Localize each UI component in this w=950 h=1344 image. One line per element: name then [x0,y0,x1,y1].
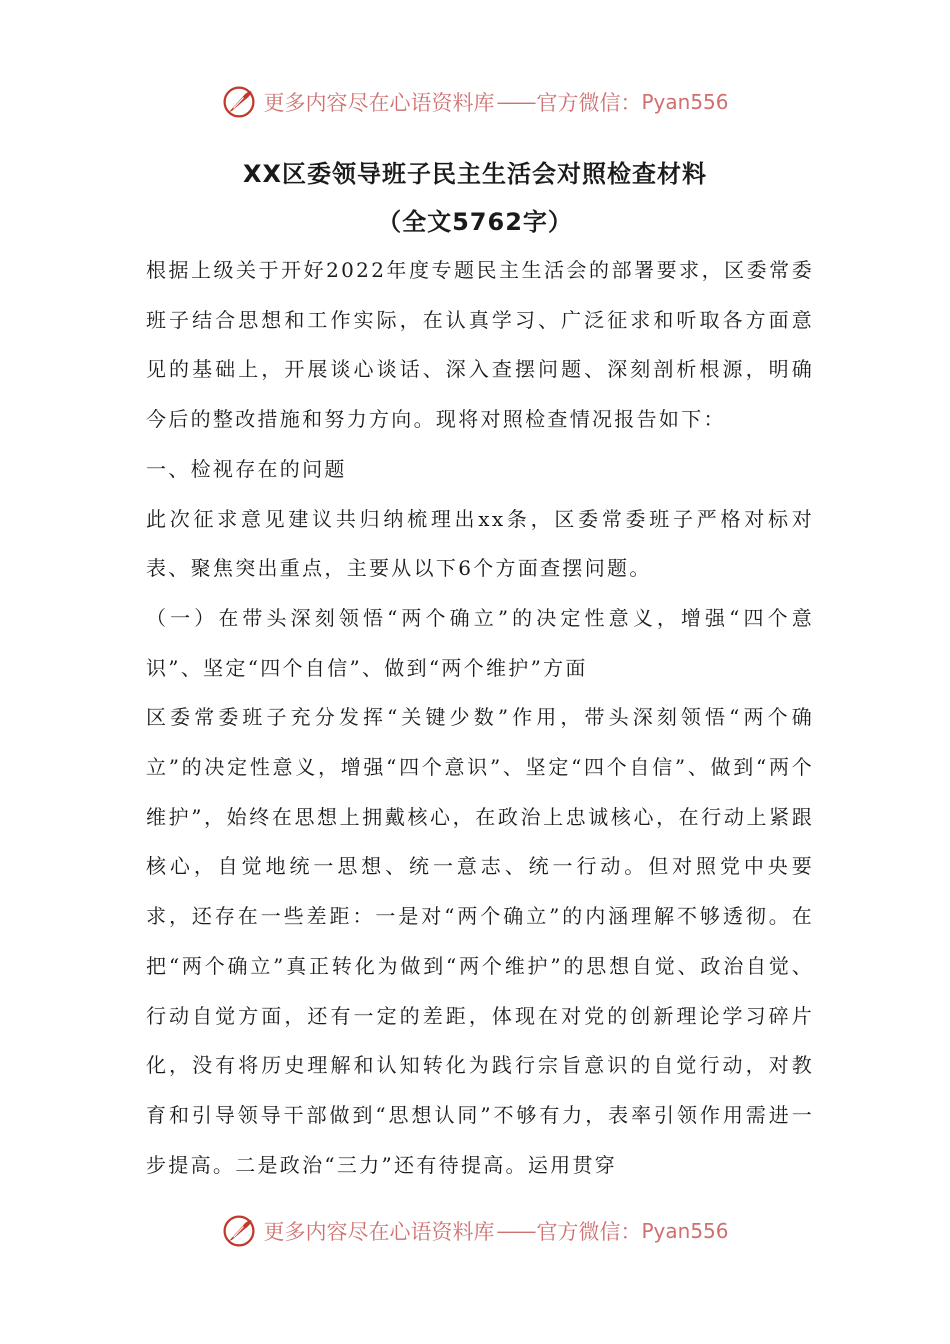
paragraph-summary: 此次征求意见建议共归纳梳理出xx条，区委常委班子严格对标对表、聚焦突出重点，主要从以下6个方面查摆问题。 [146,506,814,581]
watermark-separator: —— [496,90,535,114]
quill-logo-icon [221,84,257,120]
watermark-id: Pyan556 [641,90,729,114]
watermark-text: 更多内容尽在心语资料库 [263,91,495,115]
watermark-header [0,82,950,122]
quill-logo-icon [221,1213,257,1249]
watermark-text: 更多内容尽在心语资料库 [263,1220,495,1244]
subsection-heading: （一）在带头深刻领悟“两个确立”的决定性意义，增强“四个意识”、坚定“四个自信”、做到“两个维护”方面 [146,605,814,680]
section-heading: 一、检视存在的问题 [146,456,347,481]
watermark-footer [0,1211,950,1251]
watermark-label: 官方微信： [536,91,642,115]
document-body [146,246,814,1190]
watermark-separator: —— [496,1219,535,1243]
document-subtitle: （全文5762字） [377,208,573,236]
paragraph-detail: 区委常委班子充分发挥“关键少数”作用，带头深刻领悟“两个确立”的决定性意义，增强“四个意识”、坚定“四个自信”、做到“两个维护”，始终在思想上拥戴核心，在政治上忠诚核心，在行动上紧跟核心，自觉地统一思想、统一意志、统一行动。但对照党中央要求，还存在一些差距：一是对“两个确立”的内涵理解不够透彻。在把“两个确立”真正转化为做到“两个维护”的思想自觉、政治自觉、行动自觉方面，还有一定的差距，体现在对党的创新理论学习碎片化，没有将历史理解和认知转化为践行宗旨意识的自觉行动，对教育和引导领导干部做到“思想认同”不够有力，表率引领作用需进一步提高。二是政治“三力”还有待提高。运用贯穿 [146,705,814,1177]
document-title: XX区委领导班子民主生活会对照检查材料 [242,160,707,188]
watermark-id: Pyan556 [641,1219,729,1243]
paragraph-intro: 根据上级关于开好2022年度专题民主生活会的部署要求，区委常委班子结合思想和工作实际，在认真学习、广泛征求和听取各方面意见的基础上，开展谈心谈话、深入查摆问题、深刻剖析根源，明确今后的整改措施和努力方向。现将对照检查情况报告如下： [146,258,814,432]
watermark-label: 官方微信： [536,1220,642,1244]
